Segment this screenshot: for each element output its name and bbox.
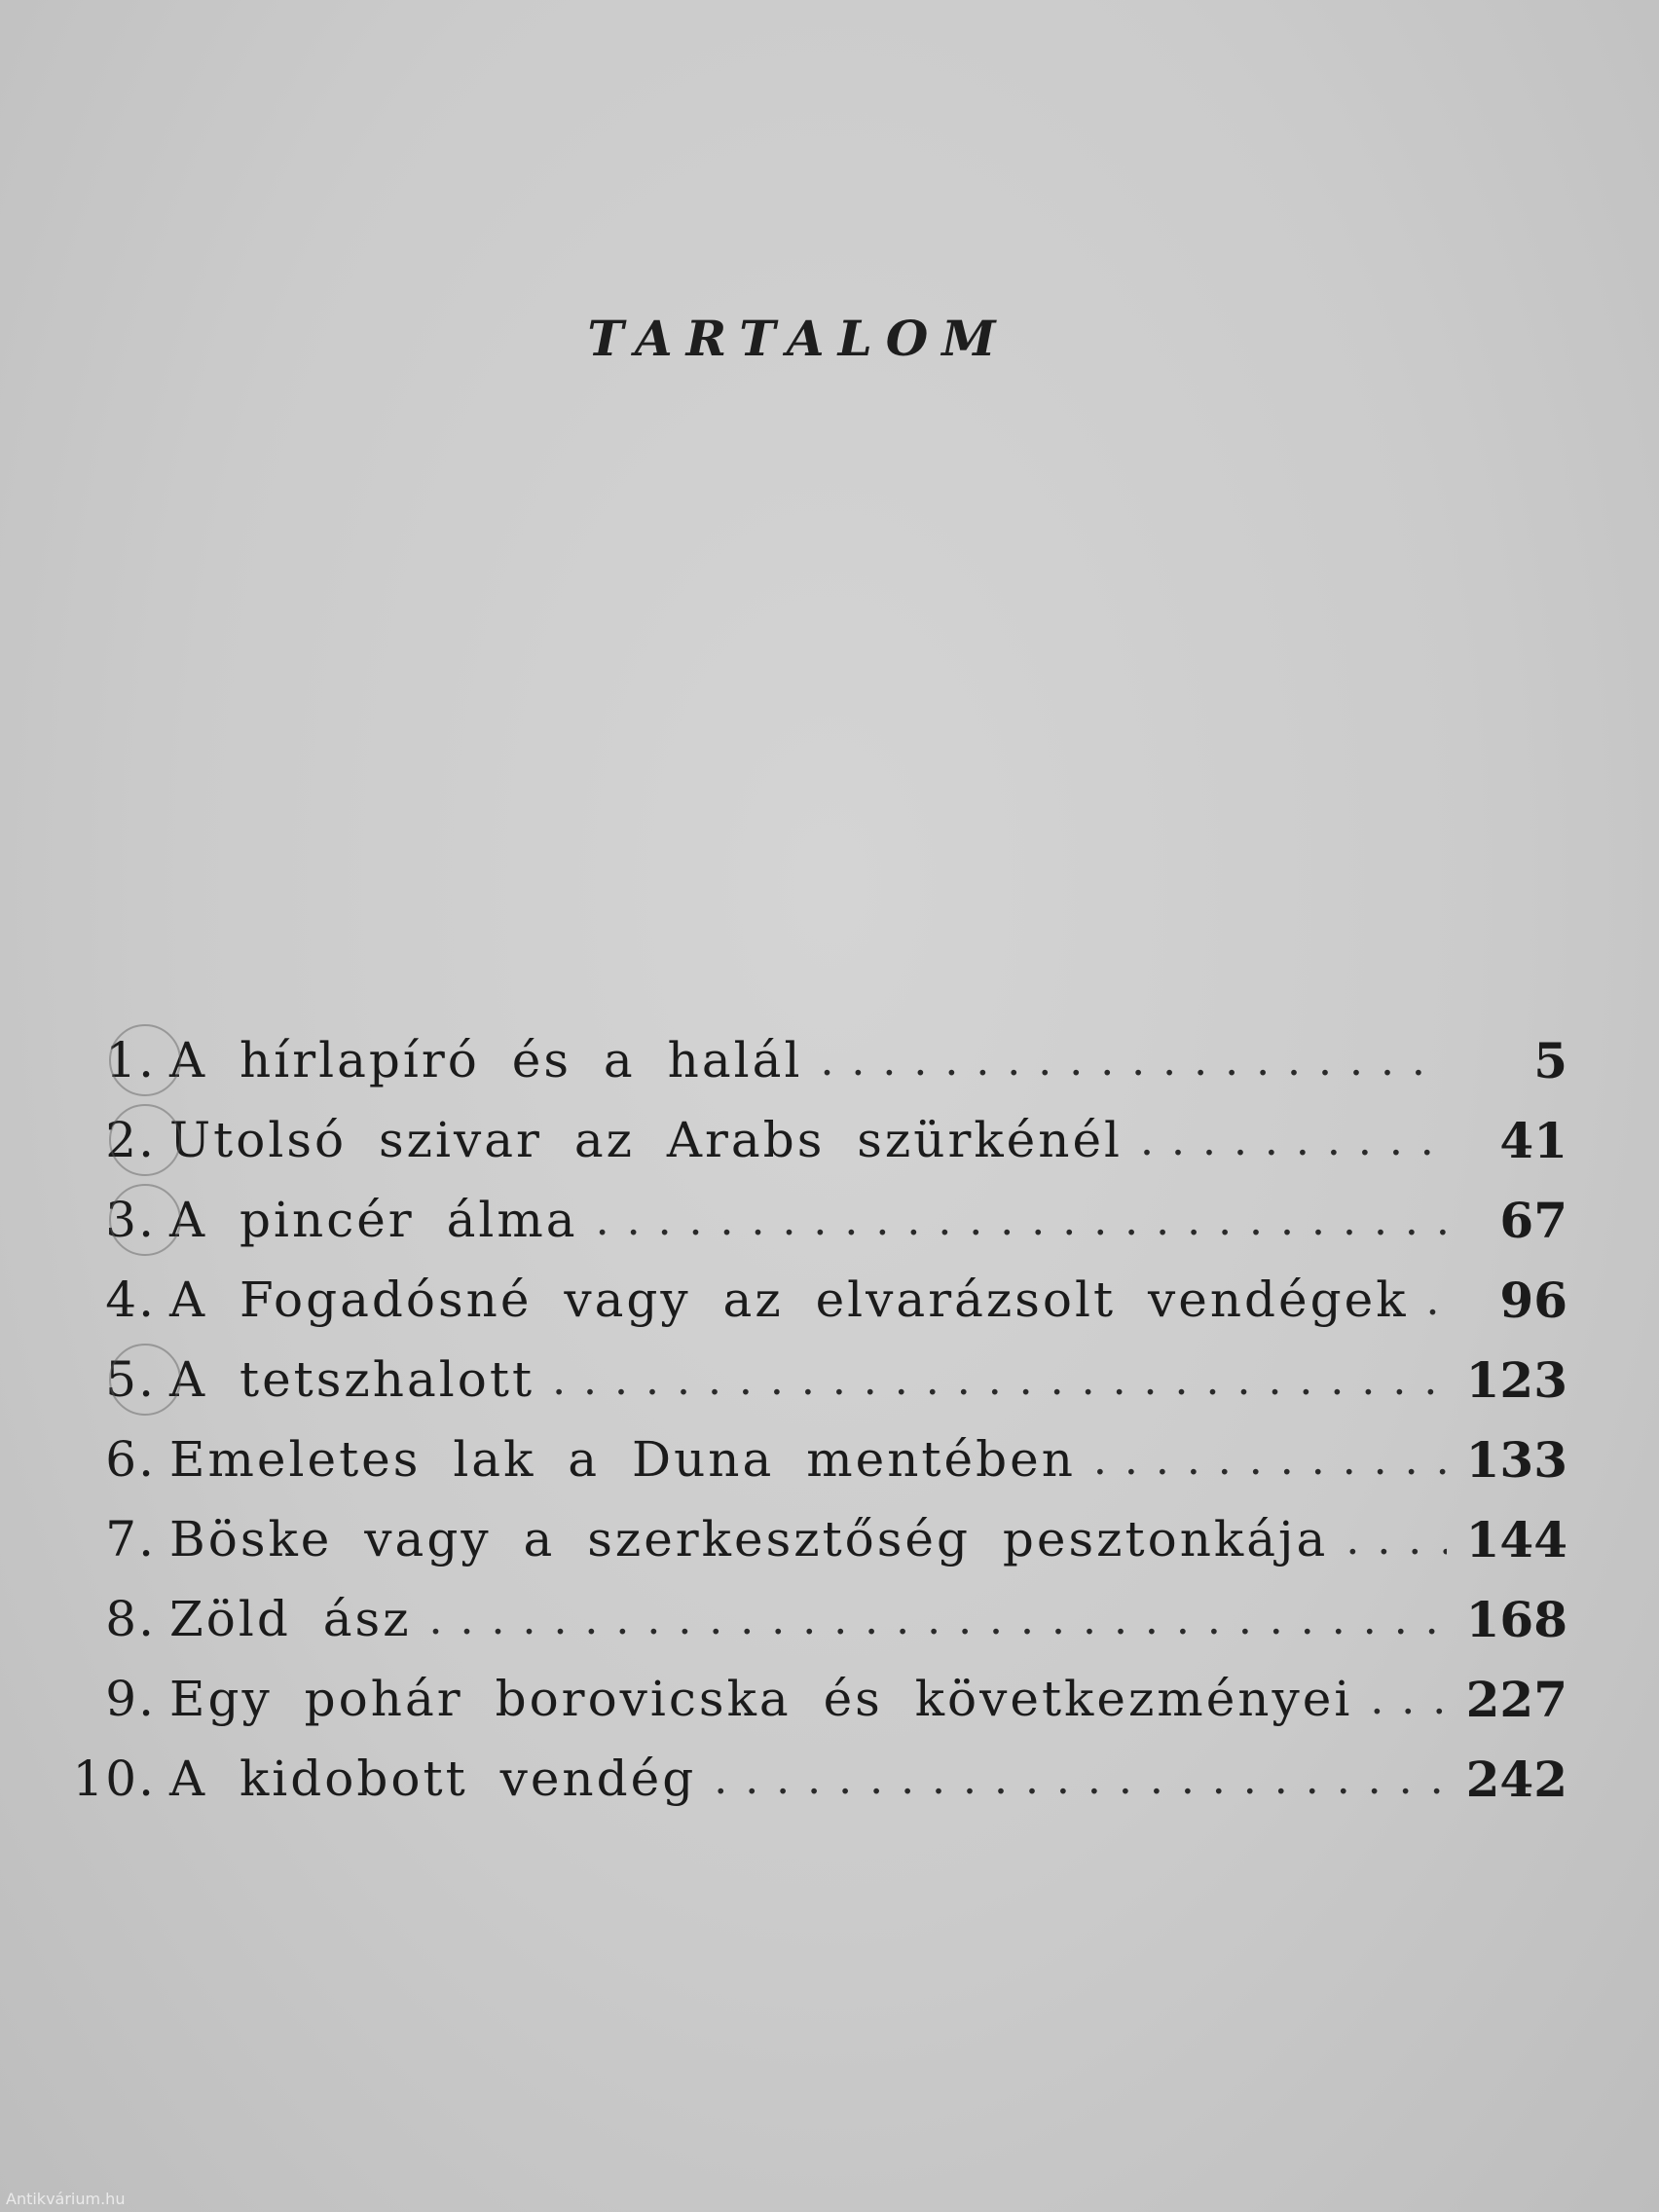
pencil-circle-mark — [109, 1024, 181, 1096]
dot-leader — [1426, 1275, 1447, 1325]
toc-page-number: 67 — [1499, 1191, 1567, 1249]
table-of-contents — [39, 1020, 1567, 1819]
toc-page-number: 144 — [1465, 1510, 1567, 1568]
dot-leader — [596, 1196, 1447, 1245]
toc-number: 3. — [105, 1192, 156, 1248]
dot-leader — [1370, 1675, 1447, 1724]
dot-leader — [820, 1036, 1447, 1086]
toc-page-number: 227 — [1465, 1670, 1567, 1728]
toc-page-number: 5 — [1533, 1031, 1567, 1089]
dot-leader — [1093, 1435, 1447, 1485]
toc-entry-2 — [39, 1100, 1567, 1180]
toc-title: A hírlapíró és a halál — [169, 1032, 803, 1088]
toc-number: 1. — [105, 1032, 156, 1088]
toc-title: Böske vagy a szerkesztőség pesztonkája — [169, 1511, 1329, 1567]
toc-page-number: 168 — [1465, 1590, 1567, 1648]
toc-number: 7. — [105, 1511, 156, 1567]
toc-entry-7 — [39, 1499, 1567, 1579]
toc-number: 2. — [105, 1112, 156, 1168]
toc-title: Egy pohár borovicska és következményei — [169, 1671, 1353, 1727]
pencil-circle-mark — [109, 1104, 181, 1176]
toc-title: Emeletes lak a Duna mentében — [169, 1431, 1076, 1488]
toc-entry-6 — [39, 1419, 1567, 1499]
watermark: Antikvárium.hu — [6, 2190, 126, 2208]
toc-entry-1 — [39, 1020, 1567, 1100]
dot-leader — [1140, 1116, 1447, 1165]
toc-page-number: 96 — [1499, 1271, 1567, 1329]
pencil-circle-mark — [109, 1184, 181, 1256]
toc-title: A pincér álma — [169, 1192, 578, 1248]
dot-leader — [429, 1595, 1447, 1644]
toc-entry-4 — [39, 1260, 1567, 1340]
dot-leader — [1346, 1515, 1447, 1565]
toc-page-number: 133 — [1465, 1430, 1567, 1489]
dot-leader — [552, 1355, 1447, 1405]
toc-entry-3 — [39, 1180, 1567, 1260]
toc-title: A kidobott vendég — [169, 1751, 697, 1807]
toc-entry-8 — [39, 1579, 1567, 1659]
toc-entry-9 — [39, 1659, 1567, 1739]
toc-title: Zöld ász — [169, 1591, 412, 1647]
pencil-circle-mark — [109, 1344, 181, 1416]
toc-page-number: 123 — [1465, 1350, 1567, 1409]
page-title: TARTALOM — [587, 310, 1010, 367]
toc-page-number: 41 — [1499, 1111, 1567, 1169]
toc-number: 5. — [105, 1351, 156, 1408]
toc-number: 10. — [72, 1751, 156, 1807]
toc-number: 8. — [105, 1591, 156, 1647]
toc-title: A tetszhalott — [169, 1351, 535, 1408]
toc-title: Utolsó szivar az Arabs szürkénél — [169, 1112, 1124, 1168]
toc-entry-10 — [39, 1739, 1567, 1819]
toc-number: 9. — [105, 1671, 156, 1727]
toc-number: 6. — [105, 1431, 156, 1488]
toc-number: 4. — [105, 1272, 156, 1328]
toc-entry-5 — [39, 1340, 1567, 1419]
toc-title: A Fogadósné vagy az elvarázsolt vendégek — [169, 1272, 1409, 1328]
dot-leader — [714, 1754, 1447, 1804]
toc-page-number: 242 — [1465, 1750, 1567, 1808]
